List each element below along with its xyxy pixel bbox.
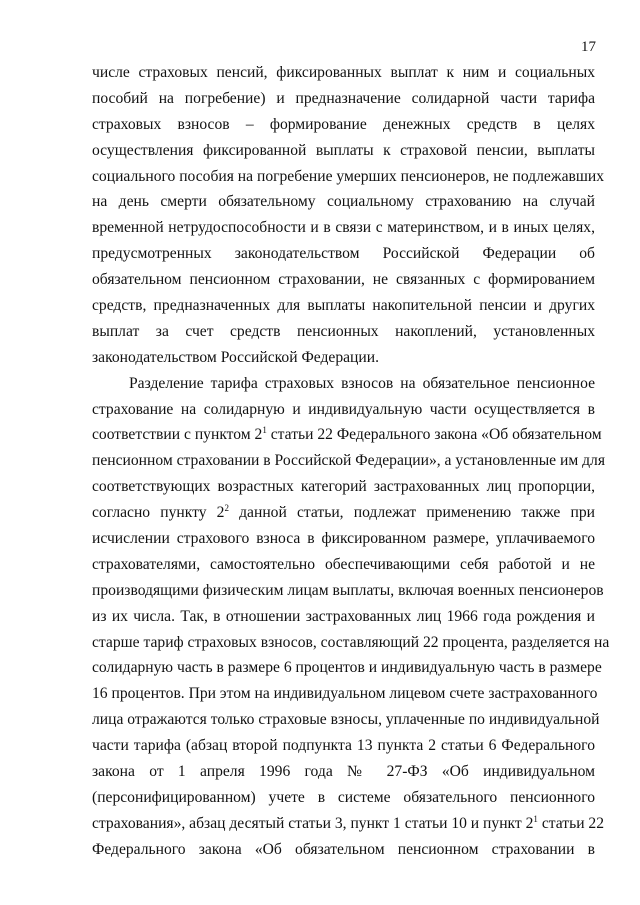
text-line: солидарную часть в размере 6 процентов и индивидуальную часть в размере (92, 659, 602, 677)
text-line: законодательством Российской Федерации. (92, 348, 379, 366)
page-number: 17 (581, 39, 596, 55)
document-body (92, 60, 610, 863)
text-segment: статьи 22 Федерального закона «Об обязательном (266, 426, 602, 444)
text-line: (персонифицированном) учете в системе обязательного пенсионного (92, 788, 595, 806)
text-segment: статьи 22 (537, 814, 605, 832)
text-line: закона от 1 апреля 1996 года № 27-ФЗ «Об индивидуальном (92, 763, 595, 781)
text-line: страховых взносов – формирование денежных средств в целях (92, 115, 595, 133)
superscript: 1 (533, 813, 538, 824)
text-segment: страхования», абзац десятый статьи 3, пункт 1 статьи 10 и пункт 2 (92, 814, 534, 832)
text-line: на день смерти обязательному социальному страхованию на случай (92, 193, 595, 211)
text-line: социального пособия на погребение умерших пенсионеров, не подлежавших (92, 167, 605, 185)
text-line: из их числа. Так, в отношении застрахованных лиц 1966 года рождения и (92, 607, 595, 625)
text-line: страхователями, самостоятельно обеспечивающими себя работой и не (92, 555, 595, 573)
text-line: страхование на солидарную и индивидуальную части осуществляется в (92, 400, 595, 418)
text-line: обязательном пенсионном страховании, не связанных с формированием (92, 271, 595, 289)
text-line: соответствующих возрастных категорий застрахованных лиц пропорции, (92, 478, 595, 496)
text-line: временной нетрудоспособности и в связи с материнством, и в иных целях, (92, 219, 595, 237)
text-line: выплат за счет средств пенсионных накоплений, установленных (92, 322, 595, 340)
text-line: осуществления фиксированной выплаты к страховой пенсии, выплаты (92, 141, 595, 159)
text-line (92, 422, 602, 448)
text-line (92, 500, 595, 526)
text-line: части тарифа (абзац второй подпункта 13 пункта 2 статьи 6 Федерального (92, 737, 595, 755)
text-line: лица отражаются только страховые взносы, уплаченные по индивидуальной (92, 711, 600, 729)
text-line: 16 процентов. При этом на индивидуальном лицевом счете застрахованного (92, 685, 598, 703)
text-line: пособий на погребение) и предназначение солидарной части тарифа (92, 89, 595, 107)
text-line (92, 811, 605, 837)
text-line: предусмотренных законодательством Российской Федерации об (92, 245, 595, 263)
text-segment: согласно пункту 2 (92, 504, 225, 522)
text-line: старше тариф страховых взносов, составляющий 22 процента, разделяется на (92, 633, 610, 651)
text-segment: соответствии с пунктом 2 (92, 426, 263, 444)
paragraph-first-line: Разделение тарифа страховых взносов на обязательное пенсионное (129, 374, 595, 392)
text-line: Федерального закона «Об обязательном пенсионном страховании в (92, 840, 595, 858)
text-line: исчислении страхового взноса в фиксированном размере, уплачиваемого (92, 530, 595, 548)
superscript: 2 (224, 503, 229, 514)
text-line: пенсионном страховании в Российской Федерации», а установленные им для (92, 452, 605, 470)
text-line: производящими физическим лицам выплаты, включая военных пенсионеров (92, 581, 604, 599)
text-line: средств, предназначенных для выплаты накопительной пенсии и других (92, 297, 595, 315)
text-line: числе страховых пенсий, фиксированных выплат к ним и социальных (92, 64, 595, 81)
superscript: 1 (262, 425, 267, 436)
text-segment: данной статьи, подлежат применению также при (228, 504, 595, 522)
